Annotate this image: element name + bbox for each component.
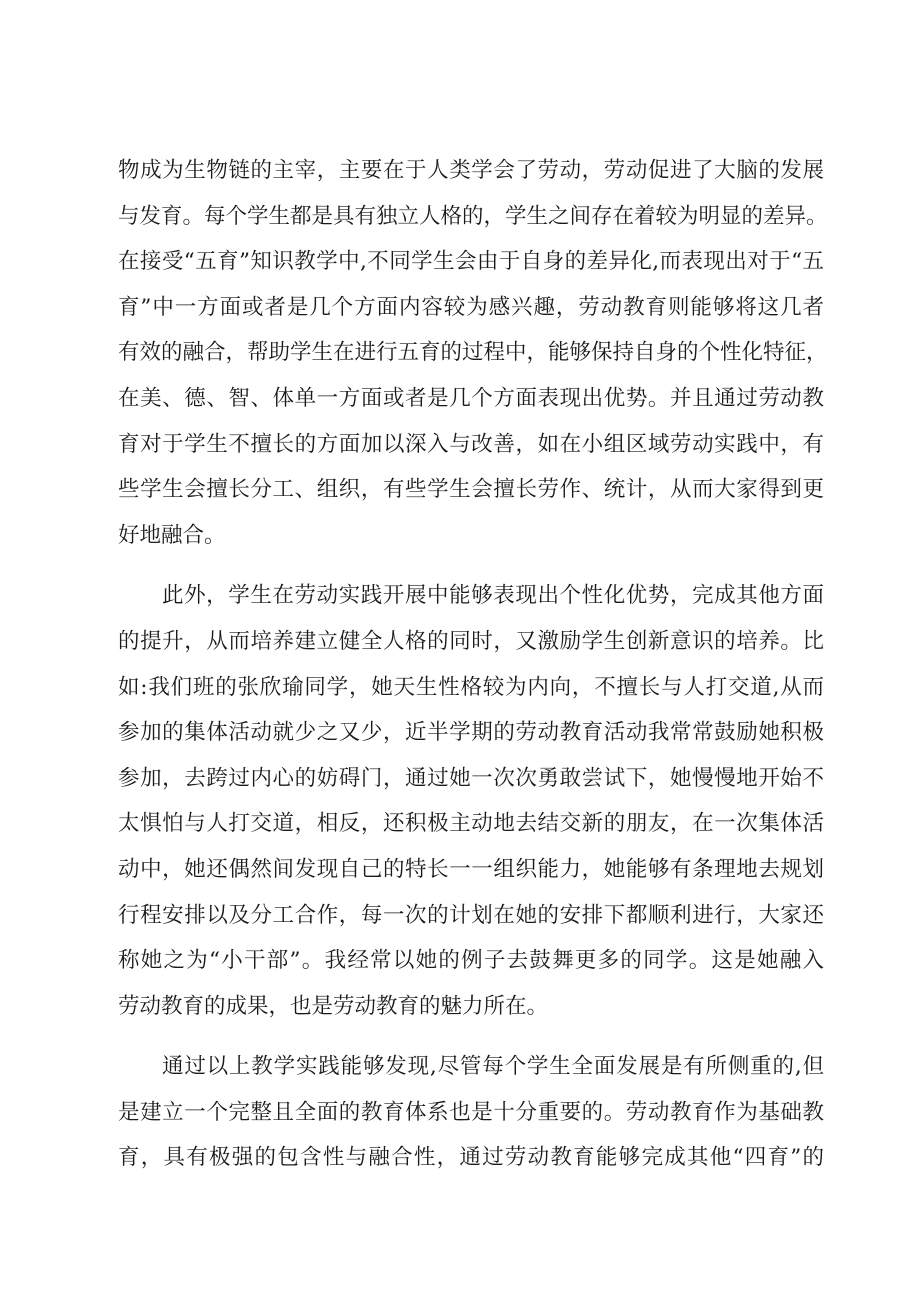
text-line: 好地融合。 (118, 522, 226, 548)
paragraph-3 (118, 1044, 824, 1181)
paragraph-2 (118, 573, 824, 1029)
paragraph-spacer (118, 558, 824, 573)
text-line: 物成为生物链的主宰，主要在于人类学会了劳动，劳动促进了大脑的发展 (118, 158, 824, 183)
text-line: 育，具有极强的包含性与融合性，通过劳动教育能够完成其他“四育”的 (118, 1145, 824, 1171)
text-line: 是建立一个完整且全面的教育体系也是十分重要的。劳动教育作为基础教 (118, 1099, 824, 1125)
text-line: 在美、德、智、体单一方面或者是几个方面表现出优势。并且通过劳动教 (118, 385, 824, 411)
text-line: 的提升，从而培养建立健全人格的同时，又激励学生创新意识的培养。比 (118, 628, 824, 654)
text-line: 育对于学生不擅长的方面加以深入与改善，如在小组区域劳动实践中，有 (118, 431, 824, 457)
text-line: 有效的融合，帮助学生在进行五育的过程中，能够保持自身的个性化特征， (118, 340, 828, 366)
text-line: 动中，她还偶然间发现自己的特长一一组织能力，她能够有条理地去规划 (118, 856, 824, 882)
text-line: 行程安排以及分工合作，每一次的计划在她的安排下都顺利进行，大家还 (118, 902, 824, 928)
paragraph-spacer (118, 1029, 824, 1044)
text-line: 育”中一方面或者是几个方面内容较为感兴趣，劳动教育则能够将这几者 (118, 294, 824, 320)
text-line: 与发育。每个学生都是具有独立人格的，学生之间存在着较为明显的差异。 (118, 203, 828, 229)
text-line: 如:我们班的张欣瑜同学，她天生性格较为内向，不擅长与人打交道,从而 (118, 674, 824, 700)
document-body (118, 148, 828, 1181)
text-line: 此外，学生在劳动实践开展中能够表现出个性化优势，完成其他方面 (162, 583, 824, 609)
text-line: 称她之为“小干部”。我经常以她的例子去鼓舞更多的同学。这是她融入 (118, 948, 824, 974)
text-line: 通过以上教学实践能够发现,尽管每个学生全面发展是有所侧重的,但 (162, 1054, 824, 1080)
paragraph-1 (118, 148, 828, 558)
text-line: 参加，去跨过内心的妨碍门，通过她一次次勇敢尝试下，她慢慢地开始不 (118, 765, 824, 791)
text-line: 参加的集体活动就少之又少，近半学期的劳动教育活动我常常鼓励她积极 (118, 720, 824, 746)
text-line: 在接受“五育”知识教学中,不同学生会由于自身的差异化,而表现出对于“五 (118, 249, 824, 275)
text-line: 太惧怕与人打交道，相反，还积极主动地去结交新的朋友，在一次集体活 (118, 811, 824, 837)
text-line: 劳动教育的成果，也是劳动教育的魅力所在。 (118, 993, 549, 1019)
text-line: 些学生会擅长分工、组织，有些学生会擅长劳作、统计，从而大家得到更 (118, 477, 824, 503)
